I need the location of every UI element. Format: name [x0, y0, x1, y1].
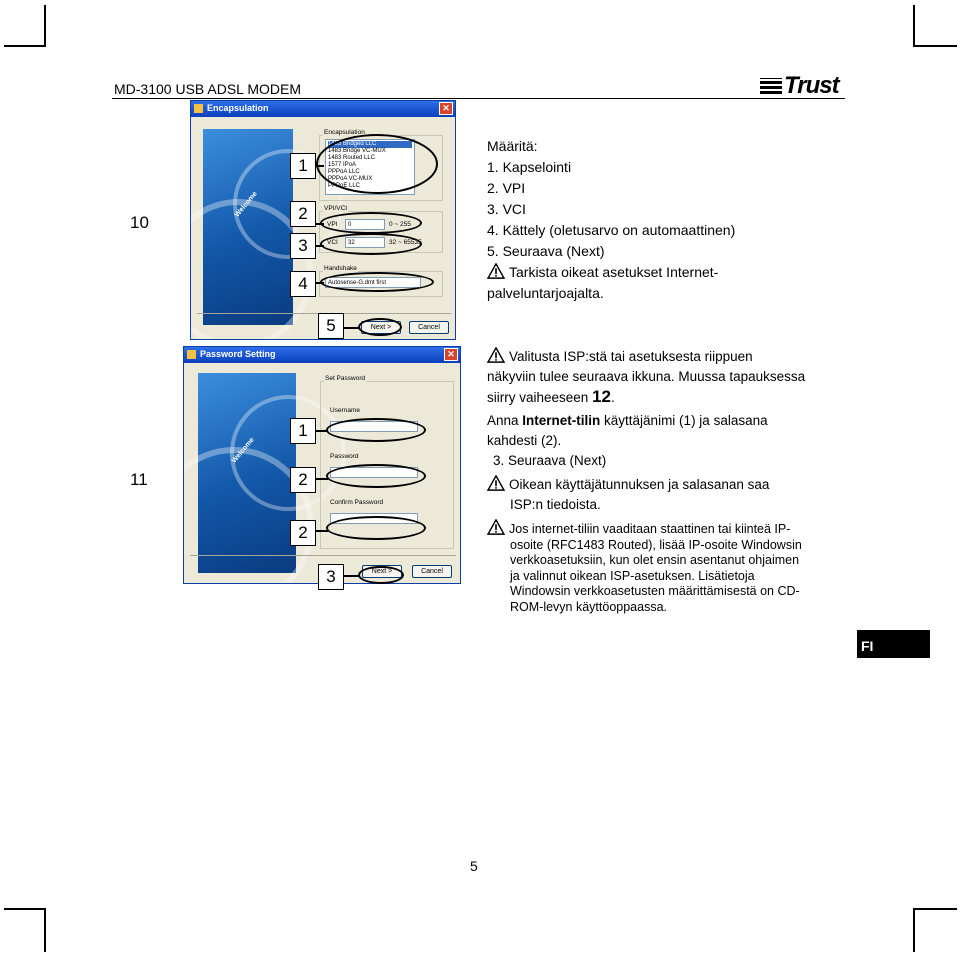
callout-number: 5 [318, 313, 344, 339]
cancel-button[interactable]: Cancel [409, 321, 449, 334]
callout-line [316, 430, 328, 432]
dialog-titlebar: Password Setting ✕ [184, 347, 460, 363]
confirm-password-label: Confirm Password [330, 499, 384, 506]
instruction-item: 2. VPI [487, 180, 526, 196]
instruction-item: 5. Seuraava (Next) [487, 243, 605, 259]
password-dialog-screenshot [183, 346, 461, 584]
callout-line [316, 245, 324, 247]
app-icon [194, 104, 203, 113]
dialog-separator [190, 555, 456, 556]
highlight-oval-vpi [320, 212, 422, 234]
highlight-oval-handshake [320, 272, 434, 292]
step-number: 10 [130, 213, 149, 232]
callout-number: 2 [290, 201, 316, 227]
logo-rays-icon [760, 78, 782, 94]
warning-icon [487, 519, 505, 535]
handshake-label: Handshake [324, 265, 357, 272]
warning-icon [487, 475, 505, 491]
warning-note: Tarkista oikeat asetukset Internet- [487, 262, 867, 283]
vpi-vci-label: VPI/VCI [324, 205, 348, 212]
highlight-oval-encapsulation [316, 134, 438, 194]
callout-line [316, 478, 328, 480]
callout-number: 1 [290, 153, 316, 179]
list-item[interactable]: 1483 Bridge VC-MUX [328, 148, 386, 154]
step-reference: 12 [592, 387, 611, 406]
callout-line [316, 530, 328, 532]
callout-line [316, 165, 324, 167]
callout-line [316, 223, 324, 225]
crop-mark [4, 45, 46, 47]
username-label: Username [330, 407, 360, 414]
highlight-oval-username [326, 418, 426, 442]
cancel-button[interactable]: Cancel [412, 565, 452, 578]
callout-line [344, 575, 360, 577]
set-password-label: Set Password [325, 375, 366, 382]
step10-instructions [487, 136, 867, 304]
callout-line [316, 282, 324, 284]
instruction-item: 3. VCI [487, 201, 526, 217]
document-title: MD-3100 USB ADSL MODEM [114, 81, 301, 97]
crop-mark [913, 5, 915, 47]
highlight-oval-password [326, 464, 426, 488]
crop-mark [44, 5, 46, 47]
close-icon[interactable]: ✕ [444, 348, 458, 361]
close-icon[interactable]: ✕ [439, 102, 453, 115]
warning-icon [487, 263, 505, 279]
vci-range: 32 ~ 65535 [389, 239, 422, 246]
welcome-artwork: Welcome [203, 129, 293, 325]
brand-logo: Trust [760, 72, 839, 100]
callout-number: 3 [290, 233, 316, 259]
vpi-field[interactable]: 0 [345, 219, 385, 230]
instructions-heading: Määritä: [487, 138, 538, 154]
encapsulation-label: Encapsulation [324, 129, 365, 136]
list-item[interactable]: PPPoE LLC [328, 183, 361, 189]
callout-number: 4 [290, 271, 316, 297]
handshake-select[interactable]: Autosense-G.dmt first [325, 277, 421, 288]
list-item[interactable]: PPPoA LLC [328, 169, 360, 175]
callout-number: 1 [290, 418, 316, 444]
crop-mark [913, 908, 915, 952]
list-item[interactable]: PPPoA VC-MUX [328, 176, 373, 182]
header-rule [112, 98, 845, 99]
callout-number: 2 [290, 467, 316, 493]
app-icon [187, 350, 196, 359]
password-label: Password [330, 453, 359, 460]
next-button[interactable]: Next > [361, 321, 401, 334]
instruction-item: 1. Kapselointi [487, 159, 572, 175]
highlight-oval-next [358, 566, 404, 584]
highlight-oval-vci [320, 233, 422, 255]
step11-warning-1: Valitusta ISP:stä tai asetuksesta riippuen näkyviin tulee seuraava ikkuna. Muussa tapauksessa siirry vaiheeseen 12. [487, 349, 806, 406]
crop-mark [913, 45, 957, 47]
callout-number: 2 [290, 520, 316, 546]
crop-mark [44, 908, 46, 952]
callout-line [344, 327, 360, 329]
vpi-label: VPI [327, 221, 338, 228]
step11-warning-3: Jos internet-tiliin vaaditaan staattinen tai kiinteä IP- osoite (RFC1483 Routed), lisää IP-osoite Windowsin verkkoasetuksiin, kun olet ensin asentanut ohjaimen ja valinnut oikean ISP-asetuksen. Lisätietoja Windowsin verkkoasetusten määrittämisestä on CD- ROM-levyn käyttöoppaassa. [487, 519, 867, 615]
list-item[interactable]: 1483 Routed LLC [328, 155, 376, 161]
list-item[interactable]: 1577 IPoA [328, 162, 357, 168]
step11-instructions: Anna Internet-tilin käyttäjänimi (1) ja salasana kahdesti (2). 3. Seuraava (Next) [487, 413, 768, 468]
page-number: 5 [470, 858, 478, 874]
highlight-oval-next [358, 318, 402, 336]
crop-mark [4, 908, 46, 910]
list-item[interactable]: 1483 Bridged LLC [328, 141, 412, 148]
vci-field[interactable]: 32 [345, 237, 385, 248]
highlight-oval-confirm [326, 516, 426, 540]
next-button[interactable]: Next > [362, 565, 402, 578]
dialog-titlebar: Encapsulation ✕ [191, 101, 455, 117]
callout-number: 3 [318, 564, 344, 590]
vpi-range: 0 ~ 255 [389, 221, 411, 228]
step11-warning-2: Oikean käyttäjätunnuksen ja salasanan saa ISP:n tiedoista. [487, 475, 867, 515]
step-number: 11 [130, 470, 148, 489]
warning-icon [487, 347, 505, 363]
crop-mark [913, 908, 957, 910]
language-tag: FI [857, 630, 930, 658]
warning-note-cont: palveluntarjoajalta. [487, 285, 604, 301]
instruction-item: 4. Kättely (oletusarvo on automaattinen) [487, 222, 736, 238]
welcome-artwork: Welcome [198, 373, 296, 573]
vci-label: VCI [327, 239, 338, 246]
